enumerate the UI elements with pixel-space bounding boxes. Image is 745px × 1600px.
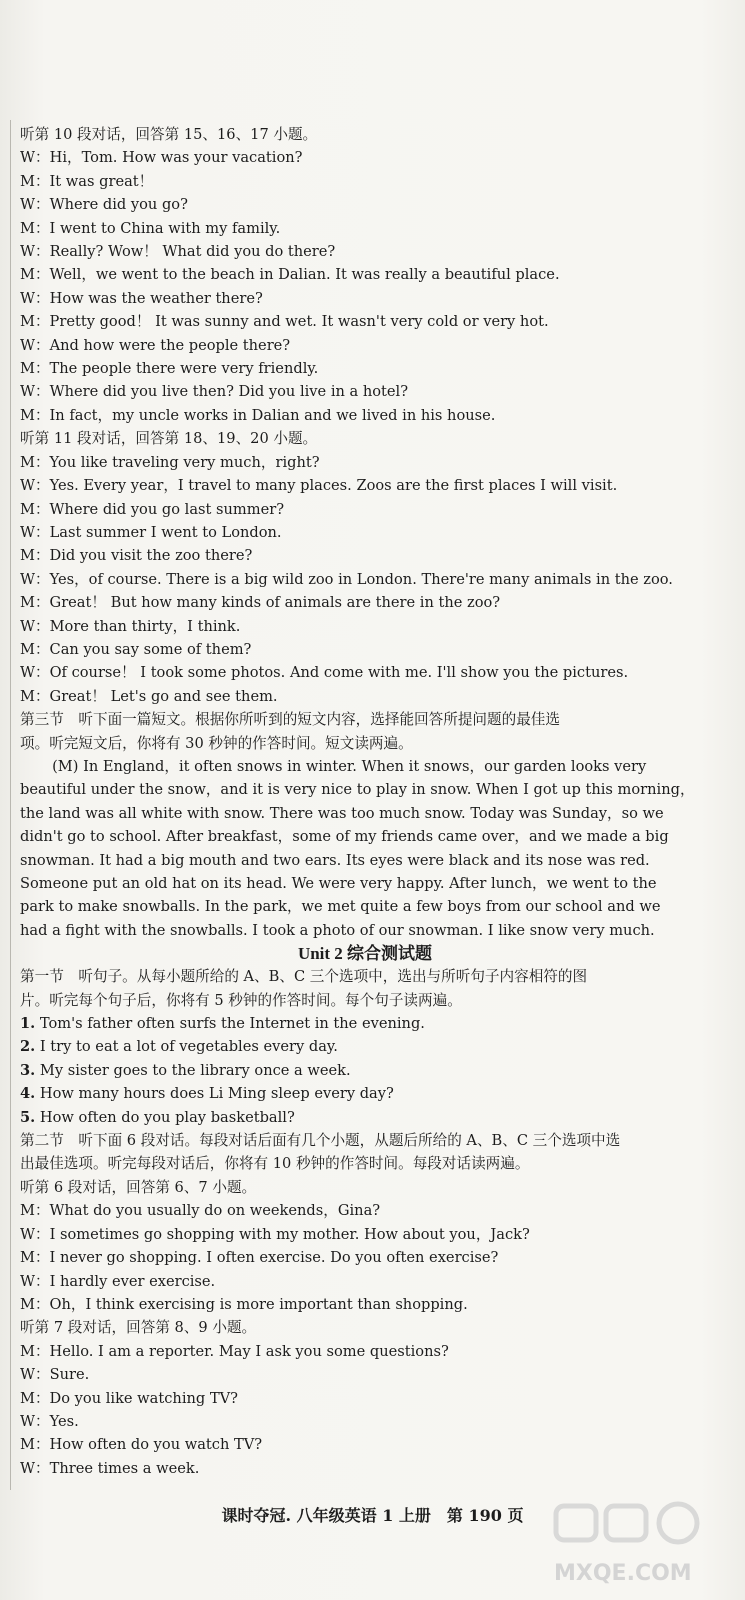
section-instruction: 项。听完短文后，你将有 30 秒钟的作答时间。短文读两遍。 (20, 734, 413, 752)
passage-line: didn't go to school. After breakfast，some of my friends came over，and we made a big (20, 828, 669, 846)
page-content (20, 123, 710, 1480)
passage-line: park to make snowballs. In the park，we met quite a few boys from our school and we (20, 898, 661, 916)
text-line: M：Do you like watching TV? (20, 1389, 238, 1407)
numbered-item (20, 1012, 710, 1035)
text-line: W：Hi，Tom. How was your vacation? (20, 149, 303, 167)
passage (20, 755, 710, 942)
text-line: M：I went to China with my family. (20, 219, 281, 237)
text-line: 听第 11 段对话，回答第 18、19、20 小题。 (20, 430, 318, 448)
section-instruction: 第三节 听下面一篇短文。根据你所听到的短文内容，选择能回答所提问题的最佳选 (20, 711, 560, 729)
item-text: I try to eat a lot of vegetables every day. (35, 1038, 338, 1056)
section-instruction: 出最佳选项。听完每段对话后，你将有 10 秒钟的作答时间。每段对话读两遍。 (20, 1155, 530, 1173)
item-text: Tom's father often surfs the Internet in the evening. (35, 1015, 425, 1033)
text-line: M：You like traveling very much，right? (20, 453, 320, 471)
text-line: W：More than thirty，I think. (20, 617, 241, 635)
item-number: 1. (20, 1015, 36, 1033)
watermark-text: MXQE.COM (554, 1561, 692, 1586)
text-line: M：Did you visit the zoo there? (20, 547, 253, 565)
text-line: M：How often do you watch TV? (20, 1436, 263, 1454)
passage-line: beautiful under the snow，and it is very nice to play in snow. When I got up this morning， (20, 781, 695, 799)
section-2 (20, 1129, 710, 1480)
numbered-item (20, 1059, 710, 1082)
text-line: W：Of course！ I took some photos. And come with me. I'll show you the pictures. (20, 664, 629, 682)
text-line: W：Yes，of course. There is a big wild zoo in London. There're many animals in the zoo. (20, 570, 673, 588)
text-line: M：Where did you go last summer? (20, 500, 285, 518)
text-line: M：It was great！ (20, 172, 154, 190)
margin-line (10, 120, 11, 1490)
text-line: W：How was the weather there? (20, 289, 263, 307)
text-line: M：Great！ Let's go and see them. (20, 687, 278, 705)
text-line: M：What do you usually do on weekends，Gina? (20, 1202, 381, 1220)
text-line: W：I sometimes go shopping with my mother. How about you，Jack? (20, 1225, 530, 1243)
dialogue-block-1 (20, 123, 710, 755)
passage-line: snowman. It had a big mouth and two ears. Its eyes were black and its nose was red. (20, 851, 650, 869)
text-line: M：Pretty good！ It was sunny and wet. It wasn't very cold or very hot. (20, 313, 549, 331)
text-line: M：Well，we went to the beach in Dalian. It was really a beautiful place. (20, 266, 560, 284)
text-line: W：Yes. (20, 1412, 79, 1430)
watermark-logo (550, 1500, 725, 1590)
text-line: 听第 6 段对话，回答第 6、7 小题。 (20, 1178, 257, 1196)
text-line: 听第 7 段对话，回答第 8、9 小题。 (20, 1319, 257, 1337)
unit-title: Unit 2 综合测试题 (297, 944, 433, 964)
item-number: 3. (20, 1061, 36, 1079)
text-line: M：Hello. I am a reporter. May I ask you some questions? (20, 1342, 449, 1360)
page-footer: 课时夺冠. 八年级英语 1 上册 第 190 页 (221, 1506, 524, 1525)
section-instruction: 第二节 听下面 6 段对话。每段对话后面有几个小题，从题后所给的 A、B、C 三个选项中选 (20, 1132, 621, 1150)
text-line: M：Great！ But how many kinds of animals are there in the zoo? (20, 594, 501, 612)
item-number: 2. (20, 1038, 36, 1056)
text-line: W：Where did you go? (20, 196, 188, 214)
item-text: How often do you play basketball? (35, 1108, 295, 1126)
text-line: M：Oh，I think exercising is more important than shopping. (20, 1295, 468, 1313)
text-line: W：Last summer I went to London. (20, 523, 282, 541)
item-number: 5. (20, 1108, 36, 1126)
passage-line: the land was all white with snow. There was too much snow. Today was Sunday，so we (20, 804, 664, 822)
numbered-item (20, 1035, 710, 1058)
text-line: W：I hardly ever exercise. (20, 1272, 216, 1290)
numbered-item (20, 1082, 710, 1105)
section-instruction: 片。听完每个句子后，你将有 5 秒钟的作答时间。每个句子读两遍。 (20, 991, 462, 1009)
text-line: W：Where did you live then? Did you live in a hotel? (20, 383, 409, 401)
text-line: W：Yes. Every year，I travel to many places. Zoos are the first places I will visit. (20, 477, 618, 495)
text-line: M：In fact，my uncle works in Dalian and we lived in his house. (20, 406, 496, 424)
text-line: M：Can you say some of them? (20, 640, 252, 658)
section-1 (20, 965, 710, 1129)
text-line: W：Sure. (20, 1366, 90, 1384)
section-instruction: 第一节 听句子。从每小题所给的 A、B、C 三个选项中，选出与所听句子内容相符的图 (20, 968, 588, 986)
item-text: My sister goes to the library once a week. (35, 1061, 351, 1079)
text-line: 听第 10 段对话，回答第 15、16、17 小题。 (20, 126, 318, 143)
passage-line: Someone put an old hat on its head. We were very happy. After lunch，we went to the (20, 875, 657, 892)
text-line: M：I never go shopping. I often exercise. Do you often exercise? (20, 1249, 499, 1267)
text-line: W：And how were the people there? (20, 336, 291, 354)
passage-line: (M) In England，it often snows in winter. When it snows，our garden looks very (52, 757, 647, 775)
text-line: W：Really? Wow！ What did you do there? (20, 243, 336, 261)
item-text: How many hours does Li Ming sleep every day? (35, 1085, 394, 1103)
numbered-item (20, 1106, 710, 1129)
text-line: W：Three times a week. (20, 1459, 200, 1477)
item-number: 4. (20, 1085, 36, 1103)
text-line: M：The people there were very friendly. (20, 360, 319, 378)
passage-line: had a fight with the snowballs. I took a photo of our snowman. I like snow very much. (20, 921, 655, 939)
